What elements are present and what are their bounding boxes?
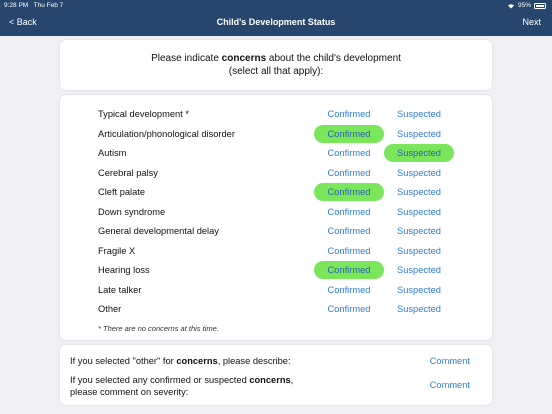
condition-label: Typical development *	[98, 109, 189, 119]
instructions-post: about the child's development	[266, 53, 401, 64]
other-question-bold: concerns	[176, 356, 218, 366]
condition-label: General developmental delay	[98, 226, 219, 236]
condition-label: Autism	[98, 148, 127, 158]
top-bar	[0, 0, 552, 36]
severity-question-pre: If you selected any confirmed or suspected	[70, 375, 250, 385]
navigation-bar	[0, 14, 552, 32]
status-right	[507, 2, 546, 9]
instructions-pre: Please indicate	[151, 53, 222, 64]
suspected-button[interactable]: Suspected	[397, 187, 441, 197]
condition-row	[60, 144, 492, 163]
confirmed-button[interactable]: Confirmed	[314, 261, 384, 279]
other-comment-button[interactable]: Comment	[429, 356, 470, 366]
condition-label: Other	[98, 304, 122, 314]
confirmed-button[interactable]: Confirmed	[327, 206, 371, 217]
concerns-card	[60, 95, 492, 340]
confirmed-button[interactable]: Confirmed	[327, 167, 371, 178]
condition-row	[60, 203, 492, 222]
suspected-button[interactable]: Suspected	[397, 265, 441, 275]
battery-percent: 95%	[517, 2, 531, 9]
instructions-line-1	[60, 53, 492, 64]
back-button[interactable]: < Back	[9, 17, 37, 27]
suspected-button[interactable]: Suspected	[397, 245, 441, 256]
condition-row	[60, 300, 492, 319]
condition-row	[60, 164, 492, 183]
status-time	[4, 2, 63, 9]
severity-question-bold: concerns	[249, 375, 291, 385]
comments-card	[60, 345, 492, 405]
status-date-text: Thu Feb 7	[33, 2, 64, 9]
suspected-button[interactable]: Suspected	[384, 144, 454, 162]
instructions-line-2: (select all that apply):	[228, 66, 324, 77]
confirmed-button[interactable]: Confirmed	[327, 245, 371, 256]
battery-icon	[534, 3, 546, 9]
severity-comment-button[interactable]: Comment	[429, 380, 470, 390]
suspected-button[interactable]: Suspected	[397, 109, 441, 119]
confirmed-button[interactable]: Confirmed	[327, 109, 371, 119]
instructions-bold: concerns	[221, 53, 267, 64]
severity-question-post: ,	[290, 375, 294, 385]
suspected-button[interactable]: Suspected	[397, 206, 441, 217]
condition-row	[60, 222, 492, 241]
suspected-button[interactable]: Suspected	[397, 167, 441, 178]
footnote: * There are no concerns at this time.	[98, 324, 219, 333]
condition-row	[60, 261, 492, 280]
page-title: Child's Development Status	[216, 17, 336, 27]
suspected-button[interactable]: Suspected	[397, 304, 441, 314]
condition-label: Late talker	[98, 284, 142, 295]
status-bar	[0, 0, 552, 10]
condition-row	[60, 105, 492, 124]
condition-label: Cerebral palsy	[98, 167, 158, 178]
confirmed-button[interactable]: Confirmed	[327, 148, 371, 158]
severity-question	[70, 374, 293, 398]
other-question-pre: If you selected "other" for	[70, 356, 177, 366]
other-question	[70, 355, 291, 367]
condition-label: Articulation/phonological disorder	[98, 128, 235, 139]
suspected-button[interactable]: Suspected	[397, 226, 441, 236]
condition-row	[60, 281, 492, 300]
status-time-text: 9:28 PM	[4, 2, 29, 9]
condition-label: Fragile X	[98, 245, 136, 256]
confirmed-button[interactable]: Confirmed	[327, 226, 371, 236]
next-button[interactable]: Next	[522, 17, 541, 27]
confirmed-button[interactable]: Confirmed	[314, 125, 384, 143]
wifi-icon	[507, 3, 515, 9]
confirmed-button[interactable]: Confirmed	[327, 304, 371, 314]
suspected-button[interactable]: Suspected	[397, 128, 441, 139]
condition-row	[60, 242, 492, 261]
other-question-post: , please describe:	[217, 356, 291, 366]
condition-label: Hearing loss	[98, 265, 150, 275]
confirmed-button[interactable]: Confirmed	[327, 284, 371, 295]
condition-row	[60, 125, 492, 144]
condition-label: Down syndrome	[98, 206, 166, 217]
suspected-button[interactable]: Suspected	[397, 284, 441, 295]
condition-label: Cleft palate	[98, 187, 146, 197]
severity-question-line-2: please comment on severity:	[70, 387, 189, 397]
condition-row	[60, 183, 492, 202]
confirmed-button[interactable]: Confirmed	[314, 183, 384, 201]
instructions-card	[60, 40, 492, 90]
